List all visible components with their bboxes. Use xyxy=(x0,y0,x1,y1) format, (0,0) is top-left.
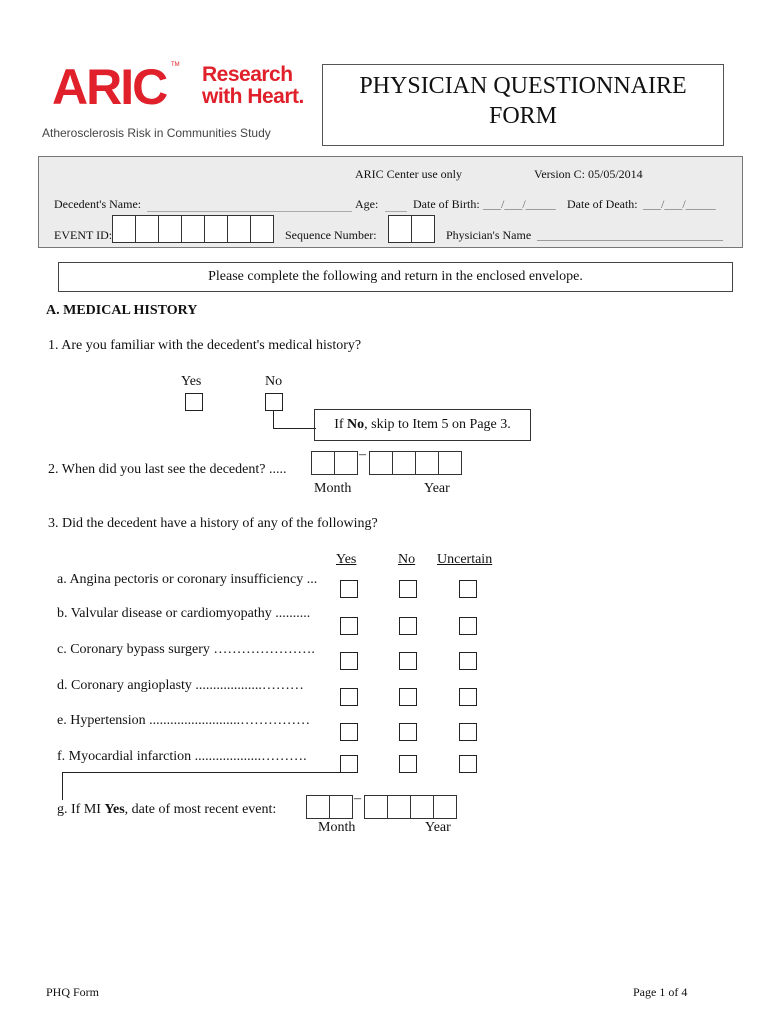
sequence-number-boxes[interactable] xyxy=(388,215,436,243)
q3-item-e: e. Hypertension ..........................…………… xyxy=(57,713,311,728)
g-year-cell[interactable] xyxy=(410,795,434,819)
g-month-cell[interactable] xyxy=(329,795,353,819)
dod-label: Date of Death: xyxy=(567,197,638,211)
g-prefix: g. If MI xyxy=(57,802,105,817)
g-year-cell[interactable] xyxy=(364,795,388,819)
q3-e-yes-checkbox[interactable] xyxy=(340,723,358,741)
q3-c-yes-checkbox[interactable] xyxy=(340,652,358,670)
center-use-box xyxy=(38,156,743,248)
q3-col-uncertain: Uncertain xyxy=(437,552,493,567)
title-line-2: FORM xyxy=(488,103,558,129)
q3-item-a: a. Angina pectoris or coronary insufficiency ... xyxy=(57,572,318,587)
q2-year-cell[interactable] xyxy=(392,451,416,475)
q2-year-cell[interactable] xyxy=(415,451,439,475)
sequence-cell[interactable] xyxy=(411,215,435,243)
footer-form-name: PHQ Form xyxy=(46,985,100,999)
instructions-box xyxy=(58,262,733,292)
q3-b-yes-checkbox[interactable] xyxy=(340,617,358,635)
q2-month-cell[interactable] xyxy=(334,451,358,475)
event-id-cell[interactable] xyxy=(112,215,136,243)
q2-month-label: Month xyxy=(314,481,352,496)
version-label: Version C: 05/05/2014 xyxy=(534,167,643,181)
g-dash: – xyxy=(354,791,361,806)
event-id-cell[interactable] xyxy=(250,215,274,243)
q3-item-b: b. Valvular disease or cardiomyopathy .......... xyxy=(57,606,311,621)
dob-field[interactable]: ___/___/_____ xyxy=(483,197,556,211)
g-yes-bold: Yes xyxy=(104,802,125,817)
q1-no-label: No xyxy=(265,374,283,389)
q2-year-cell[interactable] xyxy=(369,451,393,475)
g-month-cell[interactable] xyxy=(306,795,330,819)
q3-d-no-checkbox[interactable] xyxy=(399,688,417,706)
q3-f-no-checkbox[interactable] xyxy=(399,755,417,773)
q1-yes-label: Yes xyxy=(181,374,202,389)
mi-connector-tick xyxy=(62,772,63,800)
g-suffix: , date of most recent event: xyxy=(124,802,277,817)
q2-month-cell[interactable] xyxy=(311,451,335,475)
event-id-boxes[interactable] xyxy=(112,215,276,243)
dob-label: Date of Birth: xyxy=(413,197,480,211)
logo-subtitle: Atherosclerosis Risk in Communities Study xyxy=(42,126,271,140)
title-line-1: PHYSICIAN QUESTIONNAIRE xyxy=(359,73,687,99)
q3-e-no-checkbox[interactable] xyxy=(399,723,417,741)
q3-a-no-checkbox[interactable] xyxy=(399,580,417,598)
event-id-cell[interactable] xyxy=(227,215,251,243)
event-id-cell[interactable] xyxy=(158,215,182,243)
q3-col-yes: Yes xyxy=(336,552,357,567)
logo-brand: ARIC xyxy=(52,59,167,115)
g-year-label: Year xyxy=(425,820,451,835)
event-id-label: EVENT ID: xyxy=(54,228,113,242)
q3-c-no-checkbox[interactable] xyxy=(399,652,417,670)
g-month-label: Month xyxy=(318,820,356,835)
q3-f-uncertain-checkbox[interactable] xyxy=(459,755,477,773)
q3-c-uncertain-checkbox[interactable] xyxy=(459,652,477,670)
q3-item-f: f. Myocardial infarction ...................………. xyxy=(57,749,307,764)
q3-b-uncertain-checkbox[interactable] xyxy=(459,617,477,635)
q1-no-checkbox[interactable] xyxy=(265,393,283,411)
q3-item-g xyxy=(57,802,276,818)
physician-name-label: Physician's Name xyxy=(446,228,532,242)
skip-prefix: If xyxy=(334,417,348,432)
skip-connector xyxy=(273,411,316,429)
event-id-cell[interactable] xyxy=(204,215,228,243)
g-year-cell[interactable] xyxy=(387,795,411,819)
q2-year-label: Year xyxy=(424,481,450,496)
q3-b-no-checkbox[interactable] xyxy=(399,617,417,635)
q3-a-uncertain-checkbox[interactable] xyxy=(459,580,477,598)
section-a-heading: A. MEDICAL HISTORY xyxy=(46,303,198,318)
q3-a-yes-checkbox[interactable] xyxy=(340,580,358,598)
q3-d-uncertain-checkbox[interactable] xyxy=(459,688,477,706)
mi-connector-line xyxy=(62,772,340,773)
dod-field[interactable]: ___/___/_____ xyxy=(643,197,716,211)
event-id-cell[interactable] xyxy=(181,215,205,243)
decedent-name-label: Decedent's Name: xyxy=(54,197,142,211)
q3-item-c: c. Coronary bypass surgery …………………. xyxy=(57,642,315,657)
skip-instruction-box xyxy=(314,409,531,441)
q1-text: 1. Are you familiar with the decedent's medical history? xyxy=(48,338,362,353)
q2-text: 2. When did you last see the decedent? ..... xyxy=(48,462,287,477)
skip-suffix: , skip to Item 5 on Page 3. xyxy=(364,417,511,432)
sequence-number-label: Sequence Number: xyxy=(285,228,377,242)
footer-page-number: Page 1 of 4 xyxy=(633,985,688,999)
q2-year-cell[interactable] xyxy=(438,451,462,475)
q3-d-yes-checkbox[interactable] xyxy=(340,688,358,706)
center-use-label: ARIC Center use only xyxy=(355,167,462,181)
q3-text: 3. Did the decedent have a history of any of the following? xyxy=(48,516,378,531)
q3-f-yes-checkbox[interactable] xyxy=(340,755,358,773)
event-id-cell[interactable] xyxy=(135,215,159,243)
instructions-text: Please complete the following and return in the enclosed envelope. xyxy=(208,269,583,284)
logo-tagline-1: Research xyxy=(202,63,293,86)
skip-no-bold: No xyxy=(347,417,365,432)
aric-logo xyxy=(42,59,322,150)
form-title xyxy=(322,64,724,146)
q3-e-uncertain-checkbox[interactable] xyxy=(459,723,477,741)
q2-date-boxes[interactable] xyxy=(311,447,463,475)
physician-name-field[interactable]: _______________________________ xyxy=(537,228,723,242)
logo-tagline-2: with Heart. xyxy=(202,85,304,108)
g-year-cell[interactable] xyxy=(433,795,457,819)
age-label: Age: xyxy=(355,197,379,211)
decedent-name-field[interactable] xyxy=(147,211,352,212)
sequence-cell[interactable] xyxy=(388,215,412,243)
q1-yes-checkbox[interactable] xyxy=(185,393,203,411)
q3-col-no: No xyxy=(398,552,416,567)
age-field[interactable] xyxy=(385,211,407,212)
g-date-boxes[interactable] xyxy=(306,791,458,819)
q2-dash: – xyxy=(359,447,366,462)
q3-item-d: d. Coronary angioplasty ...................……… xyxy=(57,678,304,693)
logo-tm: TM xyxy=(171,62,180,68)
